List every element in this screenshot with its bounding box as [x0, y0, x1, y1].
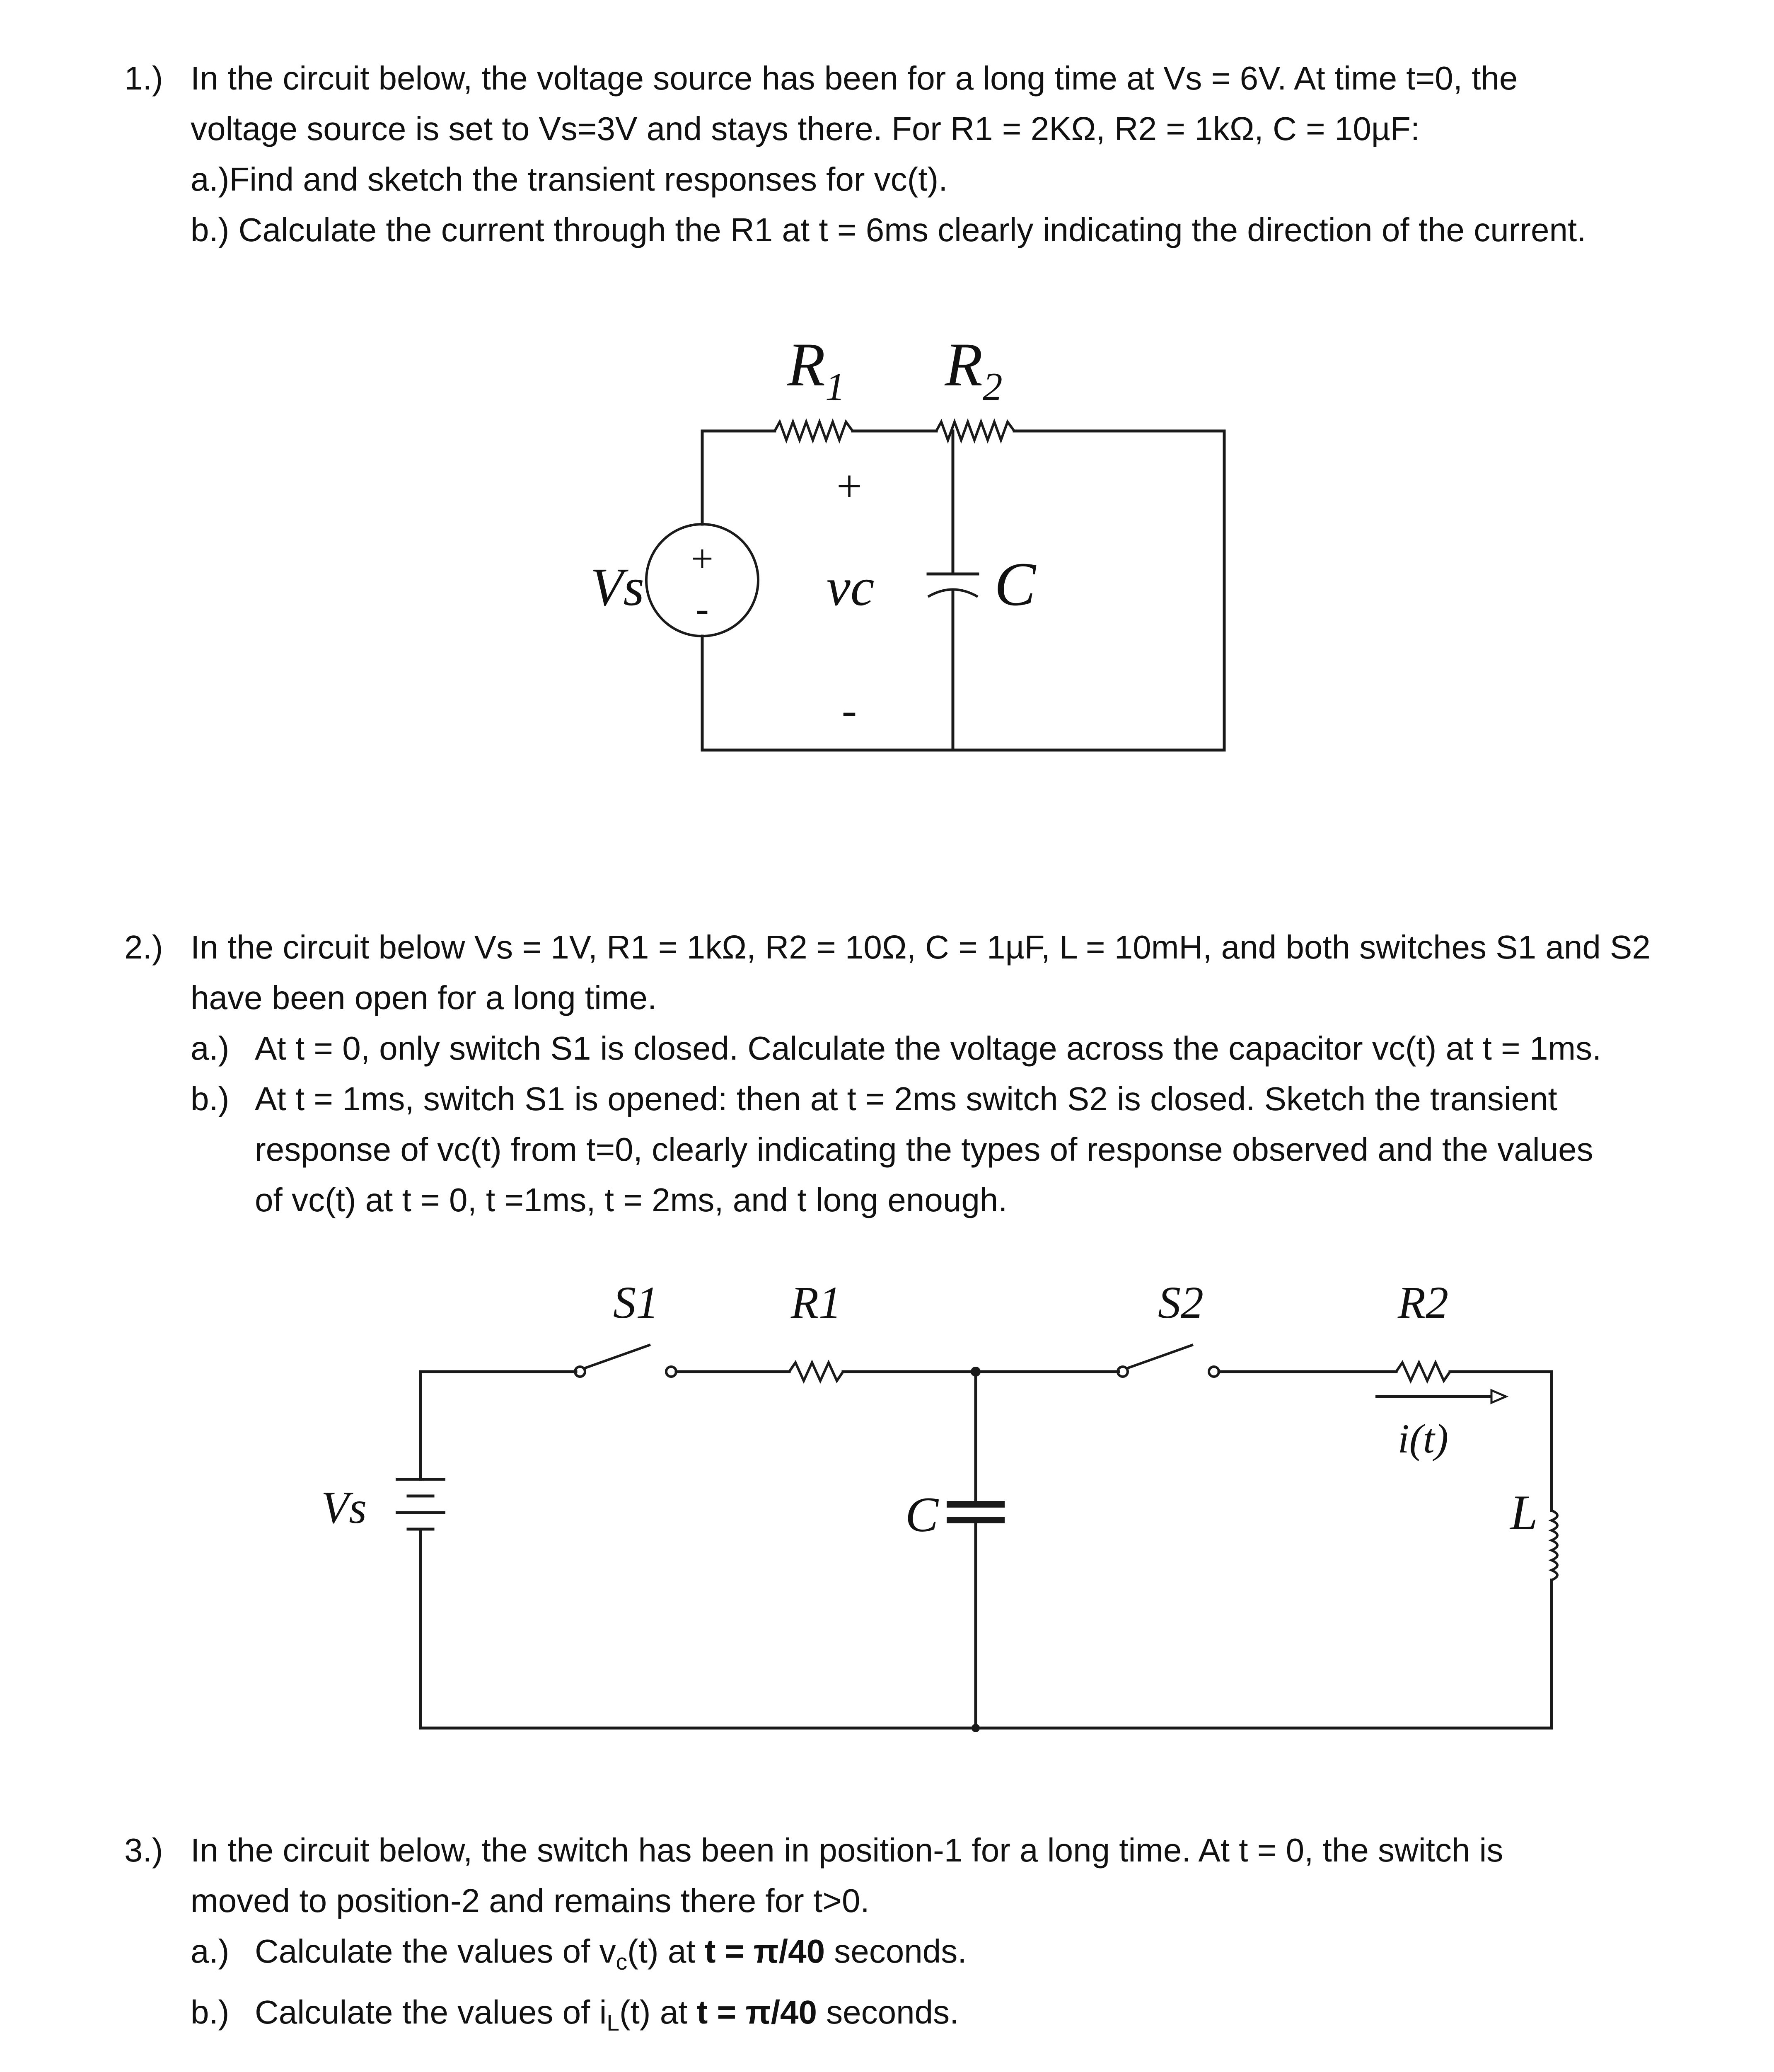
problem-1-text — [124, 53, 1732, 255]
circuit-2-r2-label: R2 — [1397, 1277, 1449, 1328]
problem-1-part-a: a.)Find and sketch the transient responses for vc(t). — [191, 161, 948, 198]
circuit-2-current-arrowhead — [1491, 1390, 1506, 1403]
circuit-2-s1-contact-right — [666, 1367, 676, 1377]
problem-1-statement-line-1: In the circuit below, the voltage source has been for a long time at Vs = 6V. At time t=0, the — [191, 60, 1518, 97]
problem-3-text — [124, 1825, 1732, 2048]
circuit-2-c-label: C — [905, 1487, 939, 1542]
circuit-1-vs-minus: - — [696, 586, 709, 630]
circuit-1-r2-label: $R_2$ — [945, 330, 1003, 409]
circuit-1-r2-resistor — [936, 422, 1014, 440]
problem-3-part-b-label: b.) — [191, 1994, 230, 2031]
problem-3-number: 3.) — [124, 1832, 163, 1869]
circuit-2-s1-blade — [584, 1345, 650, 1368]
circuit-2-r1-resistor — [789, 1363, 843, 1381]
problem-2-part-b-text: At t = 1ms, switch S1 is opened: then at t = 2ms switch S2 is closed. Sketch the transient — [255, 1080, 1557, 1117]
problem-3-part-b-mid: (t) at — [619, 1994, 697, 2031]
problem-3-part-a-label: a.) — [191, 1933, 230, 1970]
circuit-1-vc-minus: - — [841, 685, 857, 735]
circuit-2-r2-resistor — [1396, 1363, 1450, 1381]
problem-3-part-a-pre: Calculate the values of v — [255, 1933, 616, 1970]
problem-2-part-b-label: b.) — [191, 1080, 230, 1117]
circuit-2-current-label: i(t) — [1397, 1416, 1449, 1462]
problem-2-text — [124, 922, 1732, 1225]
problem-2-part-a — [124, 1023, 1732, 1074]
circuit-2-s1-label: S1 — [613, 1277, 659, 1328]
problem-3-line-1 — [124, 1825, 1732, 1876]
problem-2-part-a-text: At t = 0, only switch S1 is closed. Calculate the voltage across the capacitor vc(t) at t = 1ms. — [255, 1030, 1602, 1067]
problem-3-part-b-subscript: L — [607, 2010, 619, 2036]
circuit-2-vs-label: Vs — [321, 1482, 367, 1533]
problem-3-part-b-time: t = π/40 — [696, 1994, 817, 2031]
problem-1-part-b: b.) Calculate the current through the R1 at t = 6ms clearly indicating the direction of the current. — [191, 211, 1586, 248]
circuit-2-l-label: L — [1510, 1485, 1538, 1540]
problem-1-number: 1.) — [124, 60, 163, 97]
problem-3-part-b-pre: Calculate the values of i — [255, 1994, 607, 2031]
circuit-2-inductor — [1552, 1510, 1557, 1580]
circuit-1-vc-label: vc — [827, 557, 875, 617]
circuit-1-vs-label: Vs — [590, 557, 644, 617]
problem-3-part-a-post: seconds. — [825, 1933, 967, 1970]
problem-3-part-a-subscript: c — [616, 1949, 628, 1975]
problem-3-part-a — [124, 1926, 1732, 1987]
problem-2-part-b-continuation-1: response of vc(t) from t=0, clearly indicating the types of response observed and the values — [255, 1131, 1593, 1168]
problem-2-part-b-continuation-2: of vc(t) at t = 0, t =1ms, t = 2ms, and t long enough. — [255, 1181, 1008, 1218]
circuit-2-s2-label: S2 — [1158, 1277, 1204, 1328]
circuit-1-diagram — [518, 290, 1264, 787]
problem-2-line-1 — [124, 922, 1732, 973]
problem-1-line-1 — [124, 53, 1732, 104]
problem-2-statement-line-2: have been open for a long time. — [191, 979, 657, 1016]
problem-2-part-a-label: a.) — [191, 1030, 230, 1067]
circuit-2-s2-blade — [1127, 1345, 1193, 1368]
problem-2-part-b — [124, 1074, 1732, 1124]
problem-3-part-a-mid: (t) at — [627, 1933, 705, 1970]
circuit-2-s2-contact-right — [1209, 1367, 1219, 1377]
circuit-2-r1-label: R1 — [790, 1277, 842, 1328]
circuit-1-vs-plus: + — [691, 537, 713, 581]
problem-1-statement-line-2: voltage source is set to Vs=3V and stays there. For R1 = 2KΩ, R2 = 1kΩ, C = 10µF: — [191, 110, 1420, 147]
circuit-1-r1-resistor — [775, 422, 853, 440]
circuit-1-c-label: C — [994, 550, 1036, 619]
circuit-1-r1-label: $R_1$ — [787, 330, 845, 409]
problem-3-part-b-post: seconds. — [817, 1994, 959, 2031]
problem-2-statement-line-1: In the circuit below Vs = 1V, R1 = 1kΩ, R2 = 10Ω, C = 1µF, L = 10mH, and both switches S1 and S2 — [191, 929, 1651, 966]
problem-2-number: 2.) — [124, 929, 163, 966]
problem-3-statement-line-1: In the circuit below, the switch has been in position-1 for a long time. At t = 0, the switch is — [191, 1832, 1503, 1869]
problem-3-part-a-time: t = π/40 — [704, 1933, 825, 1970]
problem-3-statement-line-2: moved to position-2 and remains there for t>0. — [191, 1882, 870, 1919]
problem-3-part-b — [124, 1987, 1732, 2048]
circuit-2-diagram — [290, 1264, 1616, 1761]
circuit-1-vc-plus: + — [836, 461, 863, 511]
